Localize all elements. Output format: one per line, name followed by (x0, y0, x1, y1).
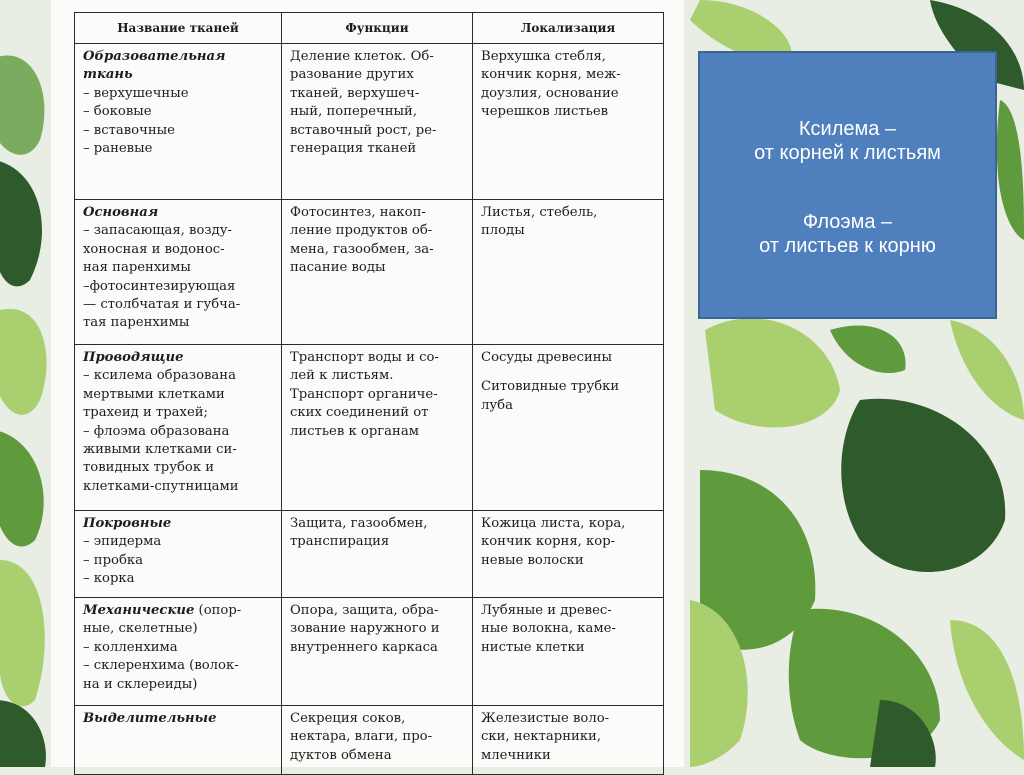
location-cell (473, 345, 664, 511)
tissue-name-cell (75, 200, 282, 345)
tissue-subtype: ные, скелетные) (83, 621, 198, 637)
location-text: млечники (481, 747, 551, 763)
function-text: Транспорт органиче- (290, 386, 438, 402)
table-row (75, 200, 664, 345)
function-text: ских соединений от (290, 405, 429, 421)
tissue-name: Основная (83, 205, 159, 220)
functions-cell (282, 200, 473, 345)
phloem-text: от листьев к корню (759, 235, 936, 257)
tissue-subtype: – колленхима (83, 639, 178, 655)
tissue-subtype: товидных трубок и (83, 460, 215, 476)
function-text: листьев к органам (290, 423, 419, 439)
table-row (75, 511, 664, 598)
tissue-subtype: – флоэма образована (83, 423, 230, 439)
tissue-subtype: – пробка (83, 552, 144, 568)
location-spacer (481, 367, 656, 378)
function-text: Опора, защита, обра- (290, 603, 439, 618)
function-text: нектара, влаги, про- (290, 729, 433, 745)
tissue-subtype: – запасающая, возду- (83, 223, 232, 239)
table-row (75, 44, 664, 200)
table-row (75, 598, 664, 706)
location-text: луба (481, 397, 513, 413)
functions-cell (282, 345, 473, 511)
phloem-note (700, 210, 995, 258)
xylem-text: от корней к листьям (754, 142, 941, 164)
plant-tissues-table (74, 12, 664, 775)
xylem-title: Ксилема – (798, 118, 897, 140)
function-text: лей к листьям. (290, 368, 394, 384)
tissue-name: ткань (83, 67, 133, 83)
table-header-row (75, 13, 664, 44)
tissue-subtype: – эпидерма (83, 534, 162, 550)
tissue-name-cell (75, 511, 282, 598)
header-localization: Локализация (473, 13, 664, 44)
function-text: пасание воды (290, 260, 386, 276)
tissue-subtype: — столбчатая и губча- (83, 297, 241, 313)
tissue-subtype: – вставочные (83, 122, 175, 138)
location-text: кончик корня, кор- (481, 534, 616, 550)
function-text: транспирация (290, 534, 390, 550)
location-cell (473, 44, 664, 200)
tissue-name-cell (75, 706, 282, 775)
location-text: Лубяные и древес- (481, 603, 612, 618)
tissue-name: Проводящие (83, 350, 184, 365)
tissue-subtype: –фотосинтезирующая (83, 278, 236, 294)
location-text: Верхушка стебля, (481, 49, 607, 64)
location-text: Листья, стебель, (481, 205, 598, 220)
function-text: внутреннего каркаса (290, 639, 438, 655)
tissue-name-cell (75, 345, 282, 511)
tissue-subtype: – ксилема образована (83, 368, 236, 384)
tissue-subtype: – боковые (83, 104, 152, 120)
tissue-subtype: ная паренхимы (83, 260, 191, 276)
tissue-name-line (83, 602, 274, 620)
tissue-name: Выделительные (83, 711, 217, 726)
location-text: кончик корня, меж- (481, 67, 621, 83)
tissue-subtype: клетками-спутницами (83, 478, 239, 494)
tissue-subtype: – корка (83, 571, 135, 587)
function-text: ление продуктов об- (290, 223, 433, 239)
tissue-name-cell (75, 44, 282, 200)
tissue-subtype: – раневые (83, 141, 153, 157)
functions-cell (282, 44, 473, 200)
location-text: Сосуды древесины (481, 350, 613, 365)
phloem-title: Флоэма – (802, 211, 893, 233)
tissue-subtype: – верхушечные (83, 85, 189, 101)
function-text: вставочный рост, ре- (290, 122, 437, 138)
location-text: черешков листьев (481, 104, 609, 120)
tissue-name: Образовательная (83, 49, 226, 64)
location-text: нистые клетки (481, 639, 585, 655)
location-text: ные волокна, каме- (481, 621, 616, 637)
function-text: зование наружного и (290, 621, 440, 637)
location-text: невые волоски (481, 552, 584, 568)
location-cell (473, 511, 664, 598)
function-text: ный, поперечный, (290, 104, 418, 120)
location-text: ски, нектарники, (481, 729, 602, 745)
function-text: дуктов обмена (290, 747, 392, 763)
location-cell (473, 598, 664, 706)
function-text: тканей, верхушеч- (290, 85, 420, 101)
table-sheet (51, 0, 684, 767)
functions-cell (282, 706, 473, 775)
tissue-subtype: хоносная и водонос- (83, 241, 225, 257)
functions-cell (282, 511, 473, 598)
function-text: Фотосинтез, накоп- (290, 205, 426, 220)
function-text: Защита, газообмен, (290, 516, 428, 531)
tissue-subtype: – склеренхима (волок- (83, 658, 239, 674)
tissue-subtype: живыми клетками си- (83, 442, 237, 458)
function-text: генерация тканей (290, 141, 417, 157)
location-text: Железистые воло- (481, 711, 610, 726)
function-text: мена, газообмен, за- (290, 241, 434, 257)
location-text: доузлия, основание (481, 85, 619, 101)
location-cell (473, 200, 664, 345)
tissue-name: Механические (83, 603, 195, 618)
function-text: Секреция соков, (290, 711, 406, 726)
xylem-phloem-note (698, 51, 997, 319)
function-text: разование других (290, 67, 414, 83)
table-row (75, 345, 664, 511)
table-row (75, 706, 664, 775)
tissue-subtype: на и склереиды) (83, 676, 198, 692)
tissue-name: Покровные (83, 516, 172, 531)
tissue-subtype: тая паренхимы (83, 315, 190, 331)
function-text: Транспорт воды и со- (290, 350, 439, 365)
tissue-subtype: мертвыми клетками (83, 386, 225, 402)
header-functions: Функции (282, 13, 473, 44)
location-text: Ситовидные трубки (481, 379, 620, 395)
tissue-name-cell (75, 598, 282, 706)
xylem-note (700, 117, 995, 165)
location-cell (473, 706, 664, 775)
header-tissue-name: Название тканей (75, 13, 282, 44)
location-text: плоды (481, 223, 525, 239)
tissue-subtype: трахеид и трахей; (83, 405, 208, 421)
functions-cell (282, 598, 473, 706)
tissue-name-suffix: (опор- (194, 603, 242, 618)
function-text: Деление клеток. Об- (290, 49, 434, 64)
location-text: Кожица листа, кора, (481, 516, 626, 531)
